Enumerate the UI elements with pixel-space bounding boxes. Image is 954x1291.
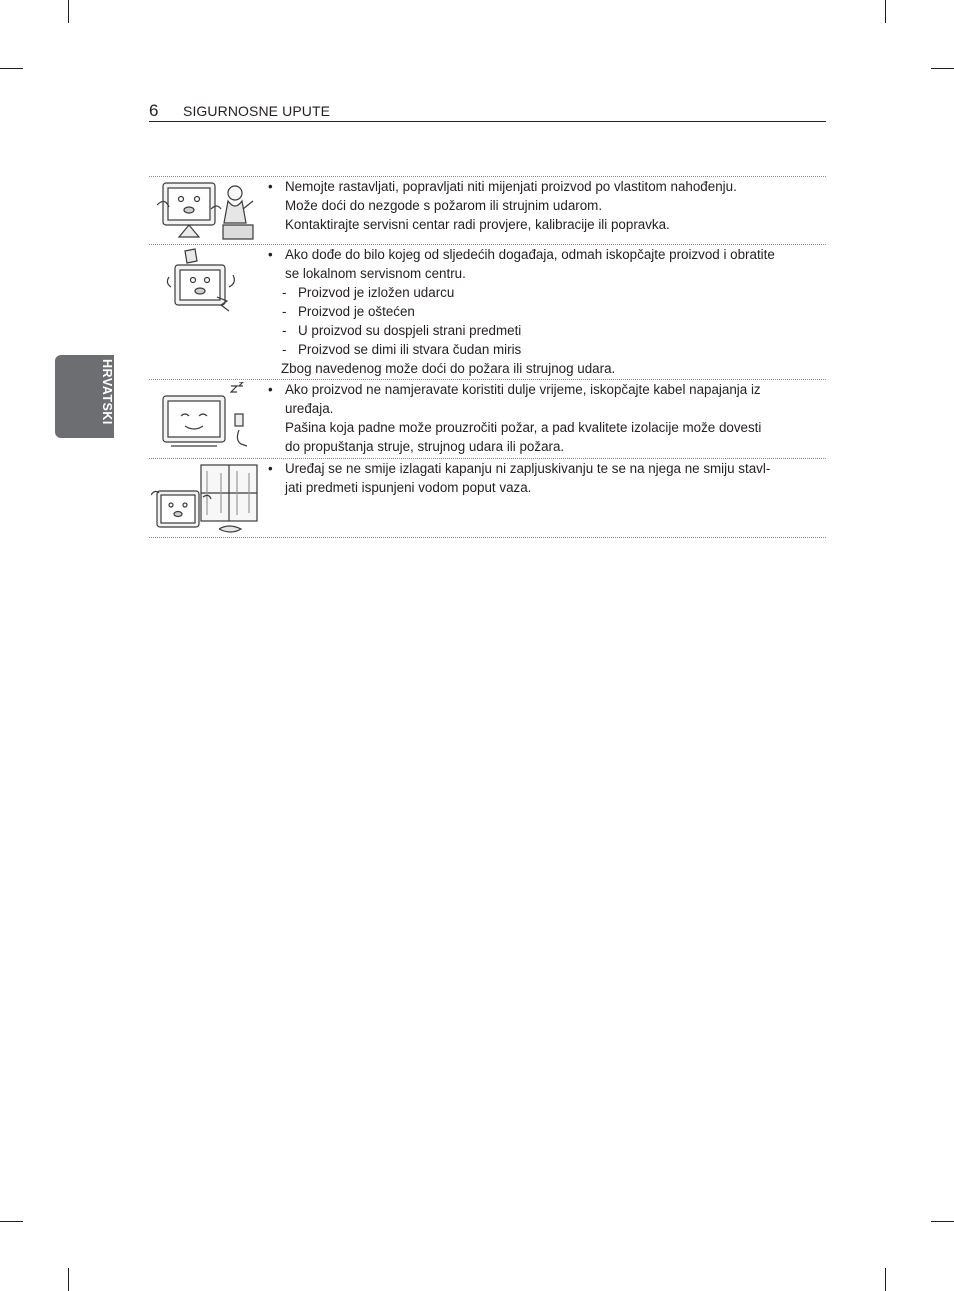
instruction-line: [268, 380, 813, 399]
language-tab-label: HRVATSKI: [100, 359, 114, 425]
sub-item-text: Proizvod je oštećen: [298, 304, 415, 319]
instruction-line: [268, 459, 813, 478]
crop-mark: [68, 0, 69, 23]
instruction-line: [268, 245, 813, 264]
sub-item-text: Proizvod je izložen udarcu: [298, 285, 455, 300]
dash-marker: -: [282, 285, 287, 300]
tv-sleeping-unplugged-illustration-icon: [151, 382, 263, 454]
instruction-line: [268, 177, 813, 196]
warning-note: Zbog navedenog može doći do požara ili strujnog udara.: [281, 361, 616, 376]
instruction-text: Ako proizvod ne namjeravate koristiti dulje vrijeme, iskopčajte kabel napajanja iz: [285, 382, 761, 397]
sub-item-text: U proizvod su dospjeli strani predmeti: [298, 323, 522, 338]
tv-repair-illustration-icon: [151, 179, 263, 243]
crop-mark: [885, 0, 886, 23]
sub-item: [268, 340, 813, 359]
tv-water-window-illustration-icon: [151, 461, 263, 537]
dash-marker: -: [282, 342, 287, 357]
safety-item: [149, 244, 826, 379]
dash-marker: -: [282, 304, 287, 319]
instruction-line: jati predmeti ispunjeni vodom poput vaza.: [285, 480, 532, 495]
instruction-line: uređaja.: [285, 401, 334, 416]
sub-item: [268, 302, 813, 321]
tv-damage-illustration-icon: [151, 247, 263, 317]
instruction-text: Uređaj se ne smije izlagati kapanju ni zapljuskivanju te se na njega ne smiju stavl-: [285, 461, 771, 476]
crop-mark: [931, 68, 954, 69]
safety-item: [149, 379, 826, 458]
instruction-text: Ako dođe do bilo kojeg od sljedećih događaja, odmah iskopčajte proizvod i obratite: [285, 247, 775, 262]
instruction-line: se lokalnom servisnom centru.: [285, 266, 466, 281]
header-rule: [149, 121, 826, 122]
instruction-line: Može doći do nezgode s požarom ili strujnim udarom.: [285, 198, 603, 213]
instruction-line: Pašina koja padne može prouzročiti požar, a pad kvalitete izolacije može dovesti: [285, 420, 762, 435]
dash-marker: -: [282, 323, 287, 338]
crop-mark: [0, 68, 23, 69]
instruction-line: do propuštanja struje, strujnog udara ili požara.: [285, 439, 565, 454]
safety-item: [149, 176, 826, 244]
bullet-marker: •: [268, 382, 273, 397]
language-tab: [55, 355, 114, 438]
bullet-marker: •: [268, 247, 273, 262]
bullet-marker: •: [268, 461, 273, 476]
sub-item-text: Proizvod se dimi ili stvara čudan miris: [298, 342, 522, 357]
sub-item: [268, 283, 813, 302]
crop-mark: [931, 1221, 954, 1222]
instruction-line: Kontaktirajte servisni centar radi provjere, kalibracije ili popravka.: [285, 217, 670, 232]
instruction-text: Nemojte rastavljati, popravljati niti mijenjati proizvod po vlastitom nahođenju.: [285, 179, 737, 194]
page-number: 6: [149, 101, 159, 120]
crop-mark: [885, 1268, 886, 1291]
bullet-marker: •: [268, 179, 273, 194]
sub-item: [268, 321, 813, 340]
crop-mark: [68, 1268, 69, 1291]
section-title: SIGURNOSNE UPUTE: [183, 103, 331, 119]
crop-mark: [0, 1221, 23, 1222]
safety-item: [149, 458, 826, 538]
